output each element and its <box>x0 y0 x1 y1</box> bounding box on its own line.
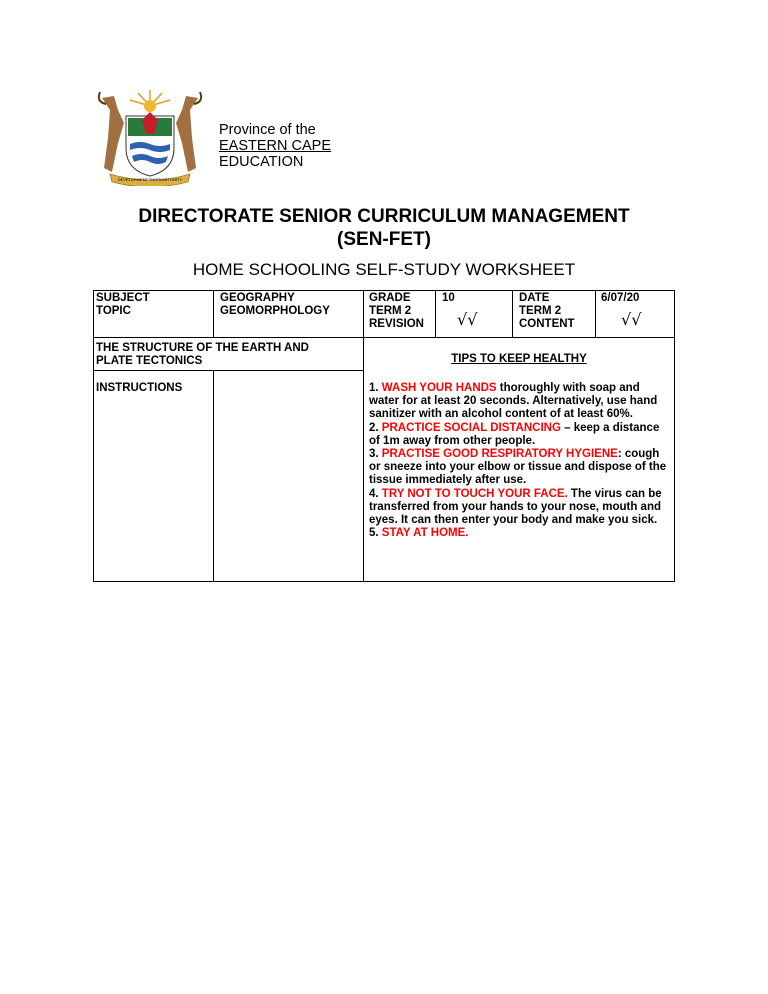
subject-value: GEOGRAPHY <box>220 292 295 304</box>
coat-of-arms-icon <box>90 88 210 186</box>
title-line-1: DIRECTORATE SENIOR CURRICULUM MANAGEMENT <box>138 206 630 227</box>
revision-label: REVISION <box>369 318 424 330</box>
date-label: DATE <box>519 292 550 304</box>
instructions-label: INSTRUCTIONS <box>96 382 183 394</box>
worksheet-subtitle: HOME SCHOOLING SELF-STUDY WORKSHEET <box>192 260 576 279</box>
svg-text:DEVELOPMENT THROUGH UNITY: DEVELOPMENT THROUGH UNITY <box>117 177 183 182</box>
grade-value: 10 <box>442 292 455 304</box>
content-check: √√ <box>621 310 642 329</box>
date-value: 6/07/20 <box>601 292 640 304</box>
worksheet-table <box>93 290 675 582</box>
topic-heading-line-1: THE STRUCTURE OF THE EARTH AND <box>96 342 309 354</box>
tip-item: 5. STAY AT HOME. <box>369 527 469 540</box>
tips-list <box>369 382 671 540</box>
province-label <box>219 122 331 170</box>
tips-heading: TIPS TO KEEP HEALTHY <box>451 353 587 365</box>
tip-item: 2. PRACTICE SOCIAL DISTANCING – keep a distance of 1m away from other people. <box>369 421 660 447</box>
province-line-1: Province of the <box>219 122 316 138</box>
grade-label: GRADE <box>369 292 411 304</box>
province-name: EASTERN CAPE <box>219 138 331 154</box>
tip-item: 3. PRACTISE GOOD RESPIRATORY HYGIENE: cough or sneeze into your elbow or tissue and dispose of the tissue immediately after use. <box>369 448 667 487</box>
title-line-2: (SEN-FET) <box>337 229 431 250</box>
subject-label: SUBJECT <box>96 292 150 304</box>
tip-item: 4. TRY NOT TO TOUCH YOUR FACE. The virus can be transferred from your hands to your nose, mouth and eyes. It can then enter your body and make you sick. <box>369 487 662 527</box>
tip-item: 1. WASH YOUR HANDS thoroughly with soap and water for at least 20 seconds. Alternatively, use hand sanitizer with an alcohol content of at least 60%. <box>369 382 658 421</box>
topic-value: GEOMORPHOLOGY <box>220 305 330 317</box>
term-label: TERM 2 <box>369 305 412 317</box>
page-title <box>0 205 768 251</box>
topic-label: TOPIC <box>96 305 131 317</box>
content-label: CONTENT <box>519 318 575 330</box>
topic-heading-line-2: PLATE TECTONICS <box>96 355 203 367</box>
department-name: EDUCATION <box>219 154 304 170</box>
content-term-label: TERM 2 <box>519 305 562 317</box>
revision-check: √√ <box>457 310 478 329</box>
